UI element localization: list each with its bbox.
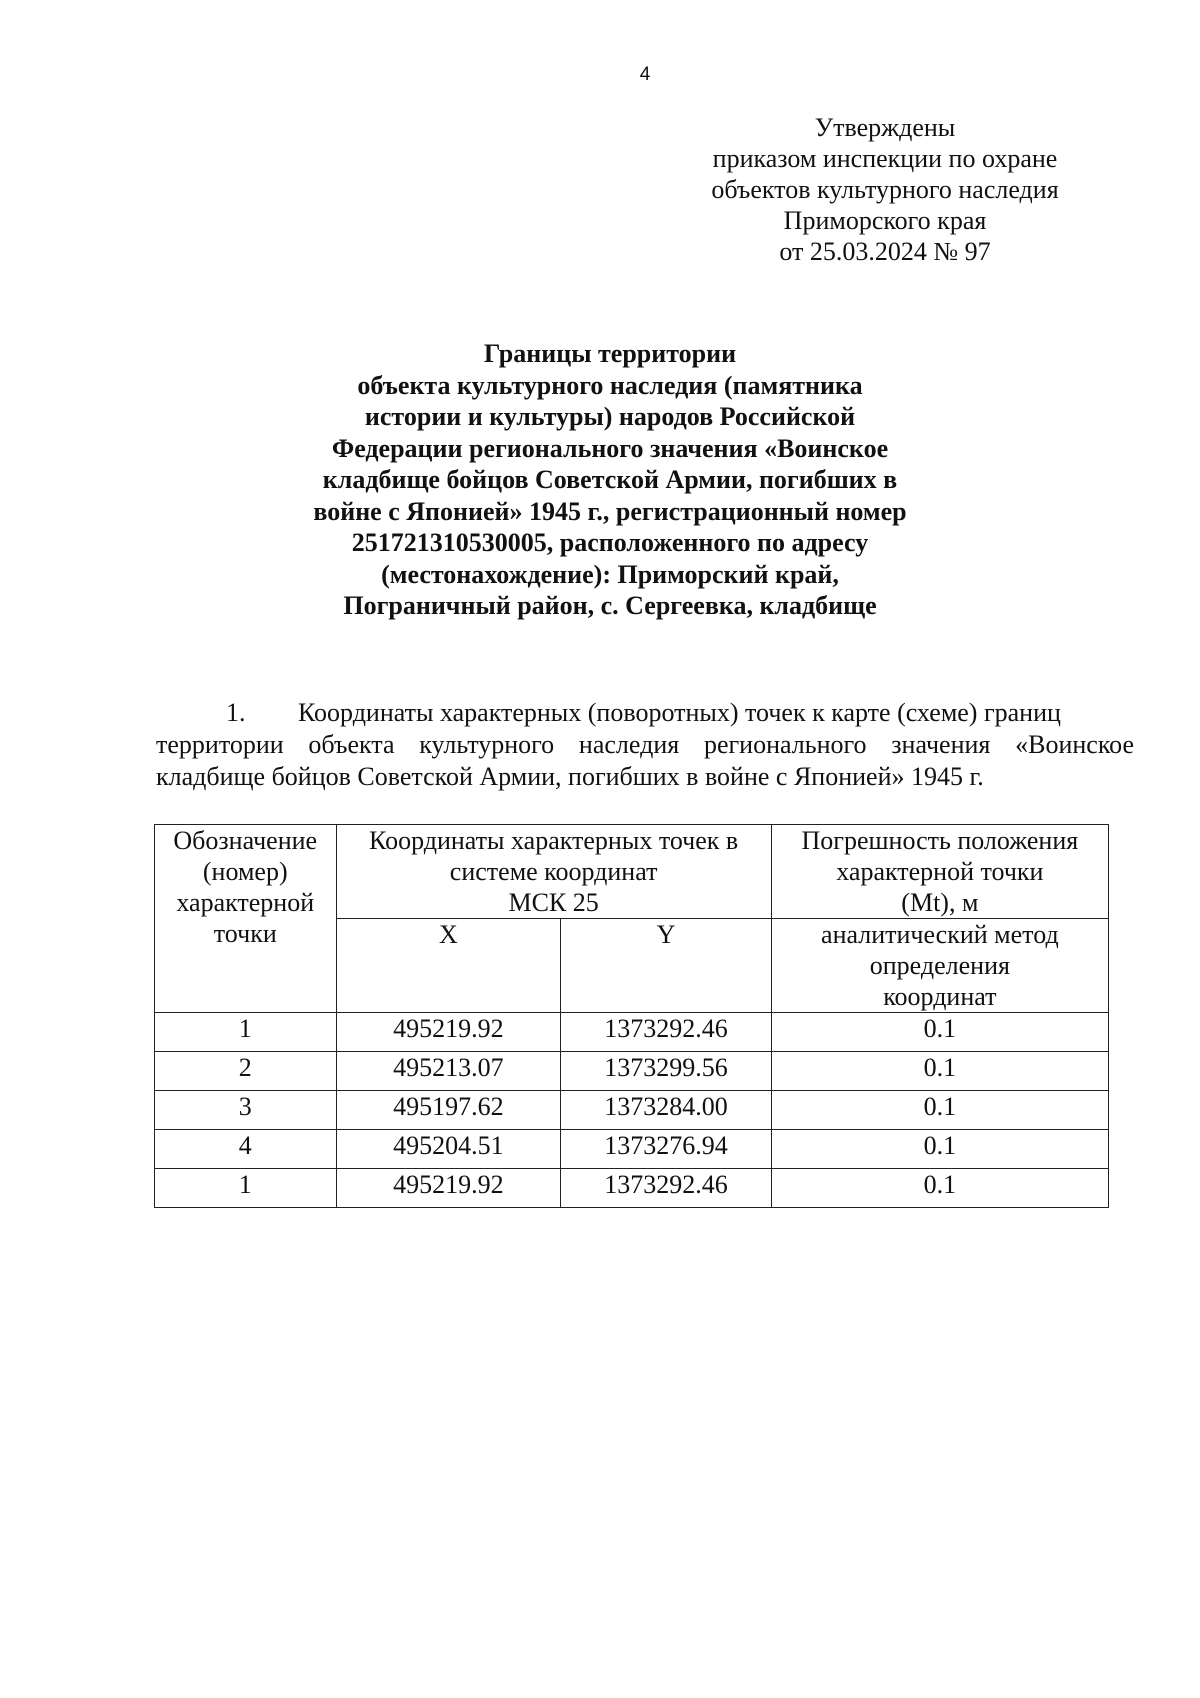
paragraph-line bbox=[156, 697, 1134, 729]
approval-line: объектов культурного наследия bbox=[711, 175, 1059, 204]
cell-x: 495219.92 bbox=[336, 1169, 561, 1208]
cell-mt: 0.1 bbox=[771, 1169, 1108, 1208]
approval-line: Приморского края bbox=[783, 206, 987, 235]
cell-point: 1 bbox=[155, 1013, 337, 1052]
title-line: Границы территории bbox=[483, 339, 737, 368]
cell-x: 495197.62 bbox=[336, 1091, 561, 1130]
cell-y: 1373292.46 bbox=[561, 1169, 771, 1208]
title-line: объекта культурного наследия (памятника bbox=[357, 370, 863, 400]
title-line: Пограничный район, с. Сергеевка, кладбище bbox=[343, 591, 877, 620]
title-line: истории и культуры) народов Российской bbox=[364, 402, 856, 431]
paragraph-line: кладбище бойцов Советской Армии, погибших в войне с Японией» 1945 г. bbox=[156, 762, 984, 791]
header-x: X bbox=[336, 919, 561, 1013]
table-header-row bbox=[155, 825, 1109, 919]
cell-point: 4 bbox=[155, 1130, 337, 1169]
table-row bbox=[155, 1013, 1109, 1052]
cell-mt: 0.1 bbox=[771, 1013, 1108, 1052]
header-coordinates: Координаты характерных точек в системе координат МСК 25 bbox=[336, 825, 771, 919]
paragraph-text: Координаты характерных (поворотных) точек к карте (схеме) границ bbox=[298, 698, 1061, 727]
cell-y: 1373284.00 bbox=[561, 1091, 771, 1130]
cell-y: 1373276.94 bbox=[561, 1130, 771, 1169]
approval-line: от 25.03.2024 № 97 bbox=[779, 237, 991, 266]
approval-line: Утверждены bbox=[814, 113, 956, 142]
header-method: аналитический метод определения координат bbox=[771, 919, 1108, 1013]
cell-mt: 0.1 bbox=[771, 1052, 1108, 1091]
header-error: Погрешность положения характерной точки (Mt), м bbox=[771, 825, 1108, 919]
header-designation: Обозначение (номер) характерной точки bbox=[155, 825, 337, 1013]
paragraph-line: территории объекта культурного наследия регионального значения «Воинское bbox=[156, 730, 1134, 759]
approval-line: приказом инспекции по охране bbox=[712, 144, 1058, 173]
cell-y: 1373292.46 bbox=[561, 1013, 771, 1052]
title-line: войне с Японией» 1945 г., регистрационный номер bbox=[313, 496, 907, 526]
table-row bbox=[155, 1091, 1109, 1130]
cell-mt: 0.1 bbox=[771, 1130, 1108, 1169]
title-line: кладбище бойцов Советской Армии, погибших в bbox=[322, 465, 898, 494]
cell-y: 1373299.56 bbox=[561, 1052, 771, 1091]
cell-point: 2 bbox=[155, 1052, 337, 1091]
coordinates-table bbox=[154, 824, 1109, 1208]
title-line: (местонахождение): Приморский край, bbox=[381, 559, 839, 589]
header-y: Y bbox=[561, 919, 771, 1013]
page-number: 4 bbox=[639, 64, 651, 85]
table-row bbox=[155, 1130, 1109, 1169]
cell-mt: 0.1 bbox=[771, 1091, 1108, 1130]
cell-point: 1 bbox=[155, 1169, 337, 1208]
document-title bbox=[250, 338, 970, 622]
paragraph-number: 1. bbox=[226, 698, 246, 727]
cell-x: 495219.92 bbox=[336, 1013, 561, 1052]
title-line: Федерации регионального значения «Воинское bbox=[331, 433, 889, 463]
cell-x: 495204.51 bbox=[336, 1130, 561, 1169]
approval-block bbox=[660, 112, 1110, 267]
cell-point: 3 bbox=[155, 1091, 337, 1130]
title-line: 251721310530005, расположенного по адресу bbox=[351, 528, 869, 557]
table-row bbox=[155, 1052, 1109, 1091]
cell-x: 495213.07 bbox=[336, 1052, 561, 1091]
table-row bbox=[155, 1169, 1109, 1208]
coordinates-paragraph bbox=[156, 697, 1134, 793]
